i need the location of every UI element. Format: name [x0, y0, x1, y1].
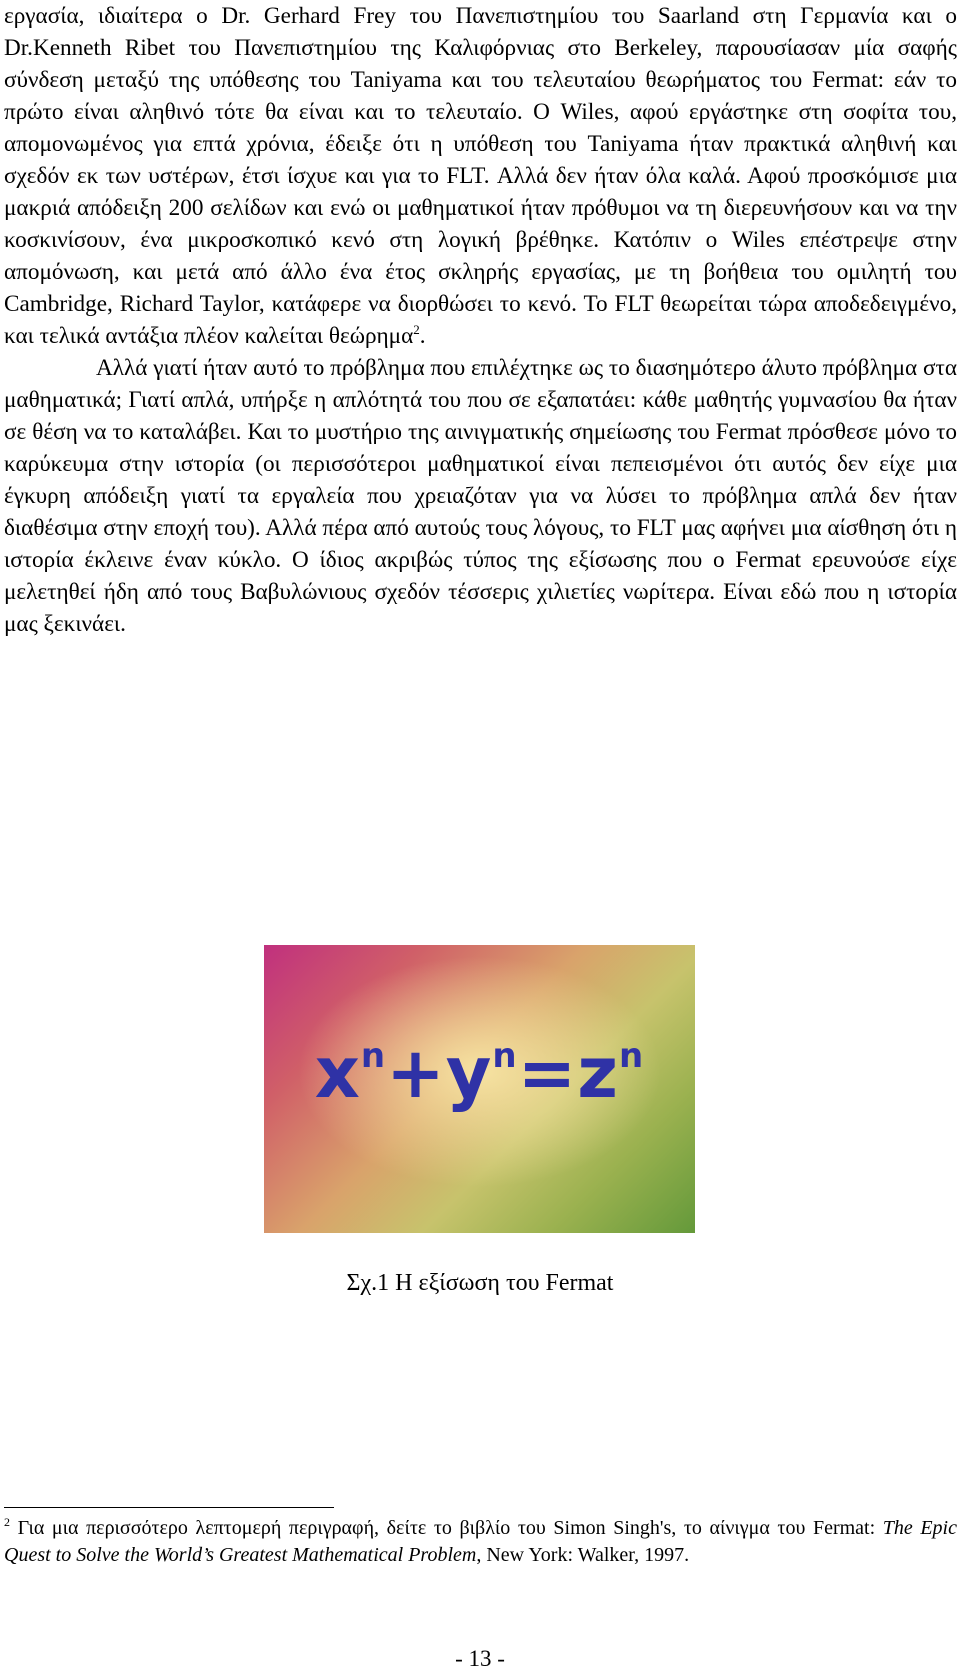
equation-plus: +: [386, 1032, 446, 1114]
paragraph-1: [4, 0, 957, 352]
footnote-book-title: The Epic Quest to Solve the World’s Greatest Mathematical Problem: [4, 1517, 957, 1566]
main-text: [4, 0, 957, 640]
paragraph-1-end: .: [419, 323, 426, 349]
fermat-equation-image: [264, 945, 695, 1233]
equation-equals: =: [517, 1032, 578, 1114]
footnote: [4, 1515, 957, 1569]
equation-x: x: [314, 1032, 361, 1114]
equation-z: z: [577, 1032, 620, 1114]
equation-exponent-y: n: [492, 1036, 518, 1076]
figure-caption: Σχ.1 Η εξίσωση του Fermat: [346, 1270, 614, 1296]
paragraph-2: [4, 352, 957, 640]
footnote-divider: [4, 1507, 334, 1508]
paragraph-2-text: Αλλά γιατί ήταν αυτό το πρόβλημα που επιλέχτηκε ως το διασημότερο άλυτο πρόβλημα στα μαθηματικά; Γιατί απλά, υπήρξε η απλότητά του που σε εξαπατάει: κάθε μαθητής γυμνασίου θα ήταν σε θέση να το καταλάβει. Και το μυστήριο της αινιγματικής σημείωσης του Fermat πρόσθεσε μόνο το καρύκευμα στην ιστορία (οι περισσότεροι μαθηματικοί είναι πεπεισμένοι ότι αυτός δεν είχε μια έγκυρη απόδειξη γιατί τα εργαλεία που χρειαζόταν για να λύσει το πρόβλημα απλά δεν ήταν διαθέσιμα στην εποχή του). Αλλά πέρα από αυτούς τους λόγους, το FLT μας αφήνει μια αίσθηση ότι η ιστορία έκλεινε έναν κύκλο. Ο ίδιος ακριβώς τύπος της εξίσωσης που ο Fermat ερευνούσε είχε μελετηθεί ήδη από τους Βαβυλώνιους σχεδόν τέσσερις χιλιετίες νωρίτερα. Είναι εδώ που η ιστορία μας ξεκινάει.: [4, 355, 957, 637]
equation-exponent-z: n: [619, 1036, 645, 1076]
equation-y: y: [445, 1032, 493, 1114]
footnote-reference[interactable]: 2: [413, 322, 420, 337]
footnote-number: 2: [4, 1515, 10, 1529]
equation-exponent-x: n: [360, 1036, 387, 1076]
fermat-equation: [264, 1033, 695, 1113]
footnote-text-after: , New York: Walker, 1997.: [476, 1544, 690, 1566]
paragraph-1-text: εργασία, ιδιαίτερα ο Dr. Gerhard Frey του Πανεπιστημίου του Saarland στη Γερμανία και ο Dr.Kenneth Ribet του Πανεπιστημίου της Καλιφόρνιας στο Berkeley, παρουσίασαν μία σαφής σύνδεση μεταξύ της υπόθεσης του Taniyama και του τελευταίου θεωρήματος του Fermat: εάν το πρώτο είναι αληθινό τότε θα είναι και το τελευταίο. Ο Wiles, αφού εργάστηκε στη σοφίτα του, απομονωμένος για επτά χρόνια, έδειξε ότι η υπόθεση του Taniyama ήταν πρακτικά αληθινή και σχεδόν εκ των υστέρων, έτσι ίσχυε και για το FLT. Αλλά δεν ήταν όλα καλά. Αφού προσκόμισε μια μακριά απόδειξη 200 σελίδων και ενώ οι μαθηματικοί ήταν πρόθυμοι να τη διερευνήσουν και να την κοσκινίσουν, ένα μικροσκοπικό κενό στη λογική βρέθηκε. Κατόπιν ο Wiles επέστρεψε στην απομόνωση, και μετά από άλλο ένα έτος σκληρής εργασίας, με τη βοήθεια του ομιλητή του Cambridge, Richard Taylor, κατάφερε να διορθώσει το κενό. Το FLT θεωρείται τώρα αποδεδειγμένο, και τελικά αντάξια πλέον καλείται θεώρημα: [4, 3, 957, 349]
page-number: - 13 -: [455, 1646, 505, 1671]
footnote-text-before: Για μια περισσότερο λεπτομερή περιγραφή, δείτε το βιβλίο του Simon Singh's, το αίνιγμα του Fermat:: [10, 1517, 883, 1539]
